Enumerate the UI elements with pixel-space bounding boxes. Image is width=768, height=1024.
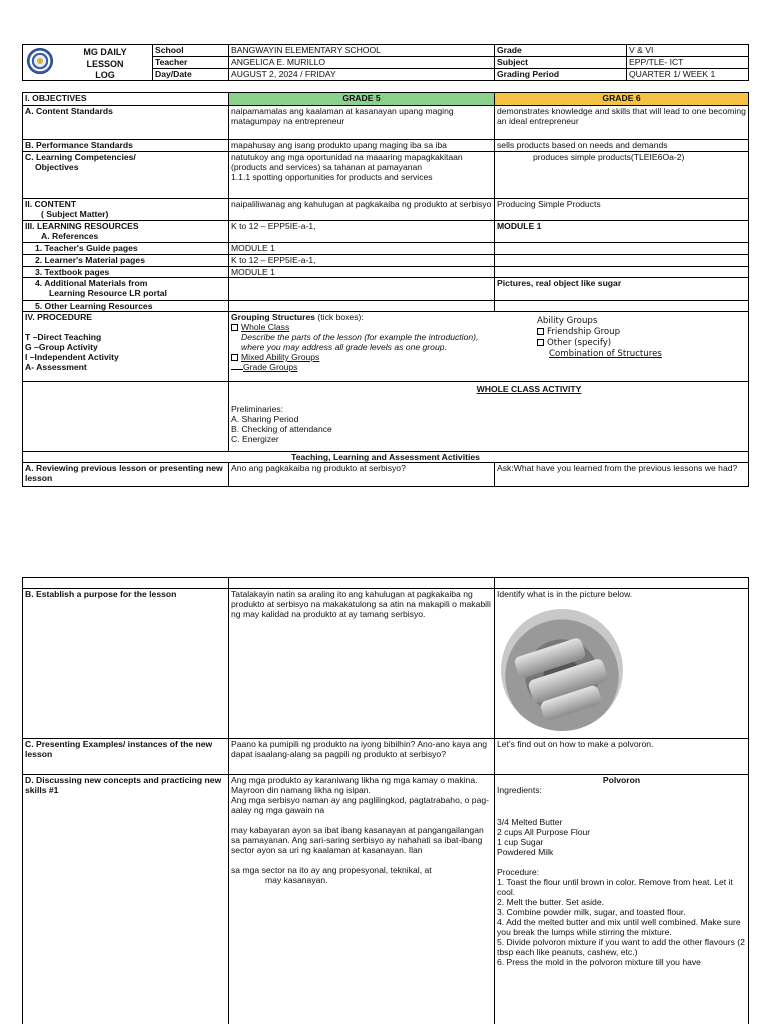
other-resources-g5 bbox=[229, 301, 495, 312]
period-label: Grading Period bbox=[495, 69, 627, 81]
textbook-label: 3. Textbook pages bbox=[23, 267, 229, 278]
competencies-label: C. Learning Competencies/ Objectives bbox=[23, 152, 229, 199]
grade-value: V & VI bbox=[627, 45, 749, 57]
header-table bbox=[22, 44, 749, 81]
resources-g5: K to 12 – EPP5IE-a-1, bbox=[229, 221, 495, 243]
grade5-header: GRADE 5 bbox=[229, 93, 495, 106]
other-resources-g6 bbox=[495, 301, 749, 312]
grouping-structures-cell: Grouping Structures (tick boxes): Whole Class Describe the parts of the lesson (for example the introduction), where you may address all grade levels as one group. Mixed Ability Groups Grade Groups Ability Groups Friendship Group Other (specify) Combination of Structures bbox=[229, 312, 749, 382]
polvoron-photo bbox=[501, 609, 623, 731]
ingredient-item: 3/4 Melted Butter bbox=[497, 817, 563, 827]
tla-title: Teaching, Learning and Assessment Activities bbox=[23, 452, 749, 463]
blank-header-b bbox=[229, 578, 495, 589]
review-g6: Ask:What have you learned from the previous lessons we had? bbox=[495, 463, 749, 487]
discuss-label: D. Discussing new concepts and practicing new skills #1 bbox=[23, 775, 229, 1024]
teachers-guide-label: 1. Teacher's Guide pages bbox=[23, 243, 229, 255]
procedure-step: 3. Combine powder milk, sugar, and toasted flour. bbox=[497, 907, 686, 917]
competencies-g6: produces simple products(TLEIE6Oa-2) bbox=[495, 152, 749, 199]
discuss-g6: Polvoron Ingredients: 3/4 Melted Butter 2 cups All Purpose Flour 1 cup Sugar Powdered Milk Procedure: 1. Toast the flour until brown in color. Remove from heat. Let it cool. 2. Melt the butter. Set aside. 3. Combine powder milk, sugar, and toasted flour. 4. Add the melted butter and mix until well combined. Make sure you break the lumps while stirring the mixture. 5. Divide polvoron mixture if you want to add the other flavours (2 tbsp each like peanuts, cashew, etc.) 6. Press the mold in the polvoron mixture till you have bbox=[495, 775, 749, 1024]
additional-materials-g5 bbox=[229, 278, 495, 301]
content-standards-g6: demonstrates knowledge and skills that will lead to one becoming an ideal entrepreneur bbox=[495, 106, 749, 140]
procedure-step: 5. Divide polvoron mixture if you want to add the other flavours (2 tbsp each like peanuts, cashew, etc.) bbox=[497, 937, 745, 957]
whole-class-checkbox[interactable] bbox=[231, 324, 238, 331]
performance-standards-g5: mapahusay ang isang produkto upang maging iba sa iba bbox=[229, 140, 495, 152]
activities-table bbox=[22, 577, 749, 1024]
examples-g5: Paano ka pumipili ng produkto na iyong bibilhin? Ano-ano kaya ang dapat isaalang-alang sa pagpili ng produkto at serbisyo? bbox=[229, 739, 495, 775]
purpose-label: B. Establish a purpose for the lesson bbox=[23, 589, 229, 739]
teacher-label: Teacher bbox=[153, 57, 229, 69]
grade6-header: GRADE 6 bbox=[495, 93, 749, 106]
procedure-step: 4. Add the melted butter and mix until well combined. Make sure you break the lumps while stirring the mixture. bbox=[497, 917, 741, 937]
procedure-step: 6. Press the mold in the polvoron mixture till you have bbox=[497, 957, 701, 967]
subject-value: EPP/TLE- ICT bbox=[627, 57, 749, 69]
mixed-ability-checkbox[interactable] bbox=[231, 354, 238, 361]
deped-seal-icon bbox=[27, 48, 53, 74]
friendship-group-checkbox[interactable] bbox=[537, 328, 544, 335]
objectives-table bbox=[22, 92, 749, 487]
learners-material-label: 2. Learner's Material pages bbox=[23, 255, 229, 267]
grouping-options-right: Ability Groups Friendship Group Other (specify) Combination of Structures bbox=[537, 316, 662, 359]
blank-header-a bbox=[23, 578, 229, 589]
performance-standards-g6: sells products based on needs and demands bbox=[495, 140, 749, 152]
school-value: BANGWAYIN ELEMENTARY SCHOOL bbox=[229, 45, 495, 57]
preliminaries-left bbox=[23, 382, 229, 452]
whole-class-activity-cell: WHOLE CLASS ACTIVITY Preliminaries: A. Sharing Period B. Checking of attendance C. Energizer bbox=[229, 382, 749, 452]
whole-class-activity-title: WHOLE CLASS ACTIVITY bbox=[476, 384, 582, 394]
document-title: MG DAILY LESSON LOG bbox=[83, 47, 127, 80]
textbook-g5: MODULE 1 bbox=[229, 267, 495, 278]
subject-label: Subject bbox=[495, 57, 627, 69]
period-value: QUARTER 1/ WEEK 1 bbox=[627, 69, 749, 81]
competencies-g5: natutukoy ang mga oportunidad na maaaring mapagkakitaan (products and services) sa tahanan at pamayanan 1.1.1 spotting opportunities for products and services bbox=[229, 152, 495, 199]
learners-material-g5: K to 12 – EPP5IE-a-1, bbox=[229, 255, 495, 267]
performance-standards-label: B. Performance Standards bbox=[23, 140, 229, 152]
content-label: II. CONTENT ( Subject Matter) bbox=[23, 199, 229, 221]
teachers-guide-g6 bbox=[495, 243, 749, 255]
polvoron-title: Polvoron bbox=[602, 775, 641, 785]
procedure-label-cell: IV. PROCEDURE T –Direct Teaching G –Group Activity I –Independent Activity A- Assessment bbox=[23, 312, 229, 382]
date-label: Day/Date bbox=[153, 69, 229, 81]
procedure-step: 2. Melt the butter. Set aside. bbox=[497, 897, 605, 907]
discuss-g5: Ang mga produkto ay karaniwang likha ng mga kamay o makina. Mayroon din namang likha ng isipan. Ang mga serbisyo naman ay ang paglilingkod, pagtatrabaho, o pag-aalay ng mga gawain na may kabayaran ayon sa ibat ibang kasanayan at pangangailangan sa pamayanan. Ang sari-saring serbisyo ay nahahati sa ibat-ibang sector ayon sa uri ng kaalaman at kasanayan. Ilan sa mga sector na ito ay ang propesyonal, teknikal, at may kasanayan. bbox=[229, 775, 495, 1024]
purpose-g6: Identify what is in the picture below. bbox=[495, 589, 749, 739]
ingredient-item: 2 cups All Purpose Flour bbox=[497, 827, 591, 837]
additional-materials-g6: Pictures, real object like sugar bbox=[495, 278, 749, 301]
school-label: School bbox=[153, 45, 229, 57]
purpose-g5: Tatalakayin natin sa araling ito ang kahulugan at pagkakaiba ng produkto at serbisyo na makakatulong sa atin na makapili o makabili ng may kalidad na produkto at ay tamang serbisyo. bbox=[229, 589, 495, 739]
teacher-value: ANGELICA E. MURILLO bbox=[229, 57, 495, 69]
learners-material-g6 bbox=[495, 255, 749, 267]
blank-header-c bbox=[495, 578, 749, 589]
resources-label: III. LEARNING RESOURCES A. References bbox=[23, 221, 229, 243]
resources-g6: MODULE 1 bbox=[495, 221, 749, 243]
ingredient-item: Powdered Milk bbox=[497, 847, 554, 857]
examples-g6: Let's find out on how to make a polvoron. bbox=[495, 739, 749, 775]
review-g5: Ano ang pagkakaiba ng produkto at serbisyo? bbox=[229, 463, 495, 487]
procedure-step: 1. Toast the flour until brown in color. Remove from heat. Let it cool. bbox=[497, 877, 733, 897]
examples-label: C. Presenting Examples/ instances of the new lesson bbox=[23, 739, 229, 775]
additional-materials-label: 4. Additional Materials from Learning Resource LR portal bbox=[23, 278, 229, 301]
ingredient-item: 1 cup Sugar bbox=[497, 837, 544, 847]
textbook-g6 bbox=[495, 267, 749, 278]
content-standards-label: A. Content Standards bbox=[23, 106, 229, 140]
other-specify-checkbox[interactable] bbox=[537, 339, 544, 346]
objectives-label: I. OBJECTIVES bbox=[23, 93, 229, 106]
logo-title-cell bbox=[23, 45, 153, 81]
other-resources-label: 5. Other Learning Resources bbox=[23, 301, 229, 312]
content-standards-g5: naipamamalas ang kaalaman at kasanayan upang maging matagumpay na entrepreneur bbox=[229, 106, 495, 140]
content-g5: naipaliliwanag ang kahulugan at pagkakaiba ng produkto at serbisyo bbox=[229, 199, 495, 221]
content-g6: Producing Simple Products bbox=[495, 199, 749, 221]
review-label: A. Reviewing previous lesson or presenting new lesson bbox=[23, 463, 229, 487]
teachers-guide-g5: MODULE 1 bbox=[229, 243, 495, 255]
grade-label: Grade bbox=[495, 45, 627, 57]
date-value: AUGUST 2, 2024 / FRIDAY bbox=[229, 69, 495, 81]
